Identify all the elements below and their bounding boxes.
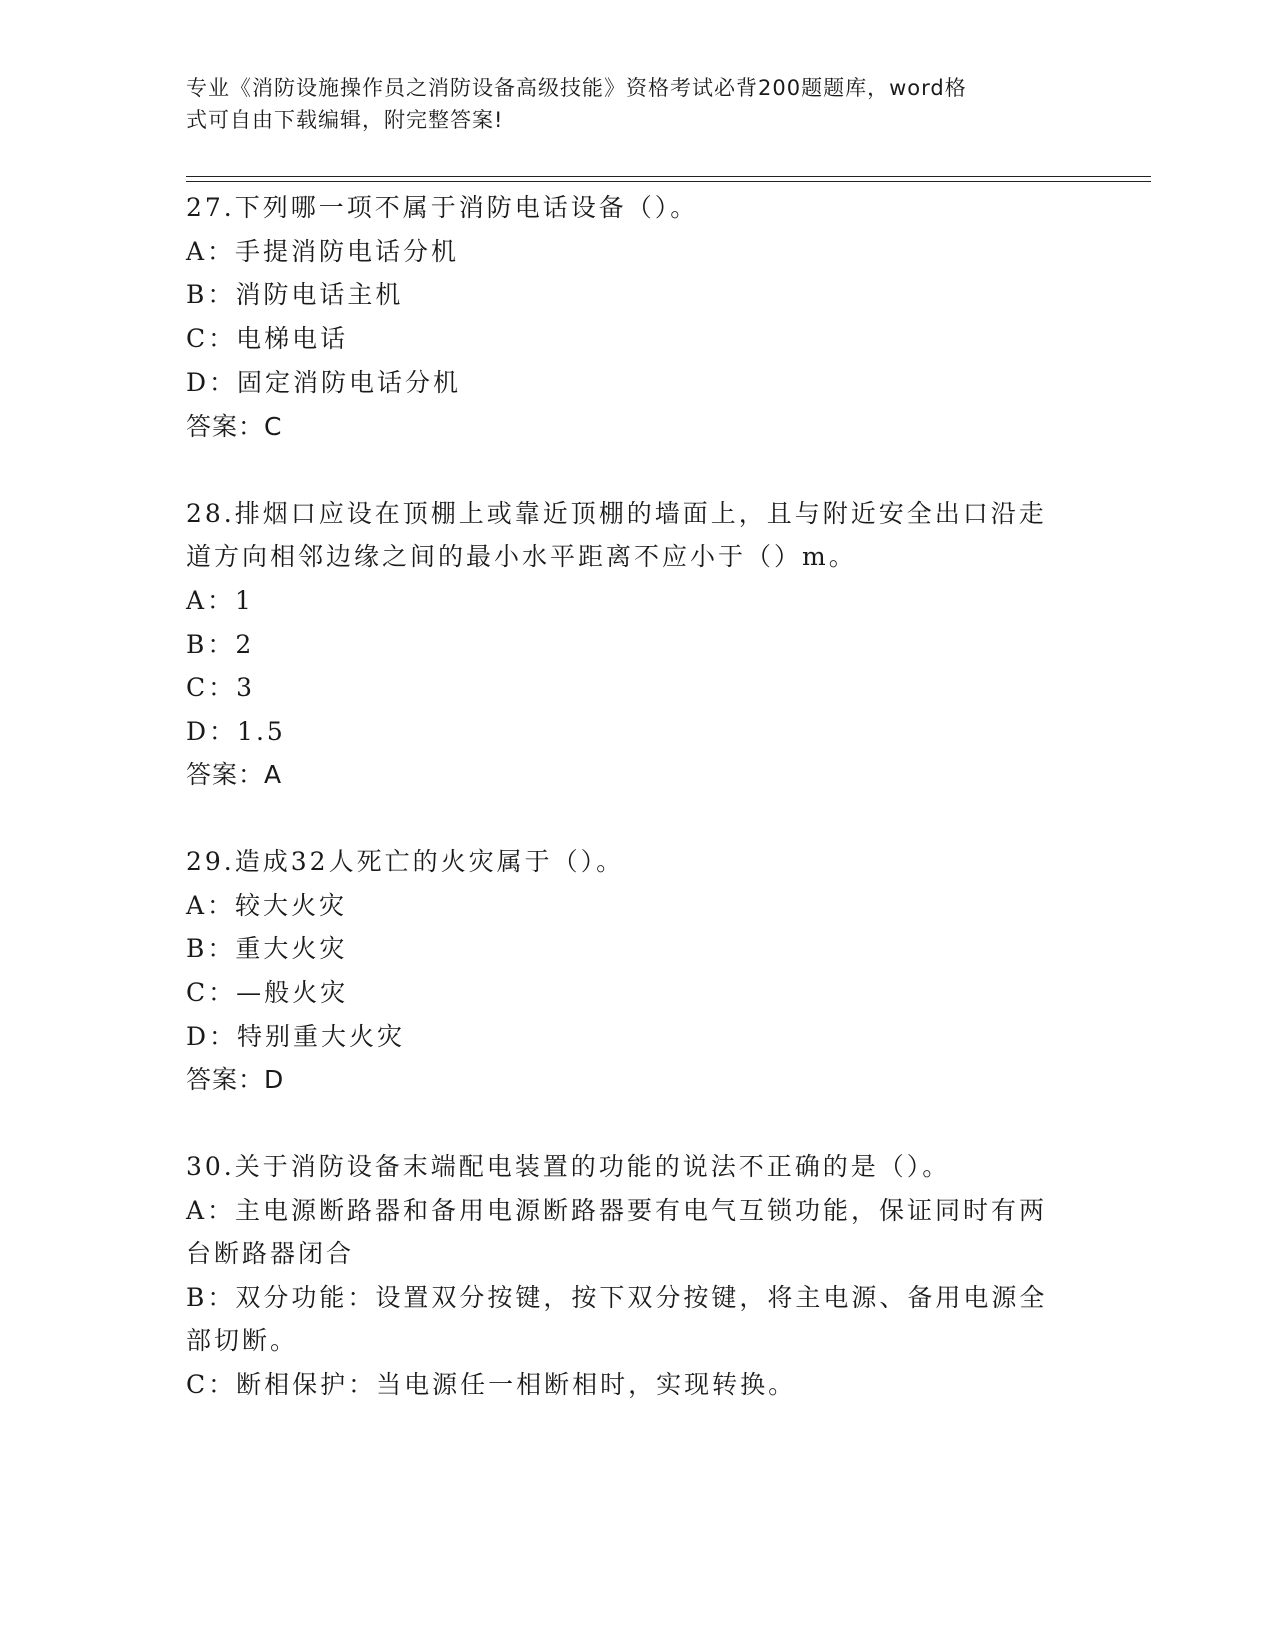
question-30-option-c: C：断相保护：当电源任一相断相时，实现转换。 <box>186 1370 797 1399</box>
question-30-option-a-line-1: A：主电源断路器和备用电源断路器要有电气互锁功能，保证同时有两 <box>186 1196 1048 1225</box>
question-29-option-c: C：—般火灾 <box>186 978 349 1007</box>
question-30-option-b-line-1: B：双分功能：设置双分按键，按下双分按键，将主电源、备用电源全 <box>186 1283 1048 1312</box>
question-27-option-c: C：电梯电话 <box>186 324 349 353</box>
header-divider-top <box>186 176 1151 177</box>
question-29-option-b: B：重大火灾 <box>186 934 348 963</box>
question-27-answer: 答案：C <box>186 412 283 441</box>
header-line-1: 专业《消防设施操作员之消防设备高级技能》资格考试必背200题题库，word格 <box>186 76 967 100</box>
question-30-stem: 30.关于消防设备末端配电装置的功能的说法不正确的是（）。 <box>186 1152 951 1181</box>
question-28-stem-line-1: 28.排烟口应设在顶棚上或靠近顶棚的墙面上，且与附近安全出口沿走 <box>186 499 1047 528</box>
question-28-option-c: C：3 <box>186 673 256 702</box>
header-line-2: 式可自由下载编辑，附完整答案! <box>186 108 504 132</box>
question-27-option-d: D：固定消防电话分机 <box>186 368 462 397</box>
question-28-option-b: B：2 <box>186 630 255 659</box>
question-28-answer: 答案：A <box>186 760 283 789</box>
question-29-option-a: A：较大火灾 <box>186 891 348 920</box>
question-27-stem: 27.下列哪一项不属于消防电话设备（）。 <box>186 193 699 222</box>
question-29-answer: 答案：D <box>186 1065 285 1094</box>
question-29-option-d: D：特别重大火灾 <box>186 1022 406 1051</box>
question-30-option-b-line-2: 部切断。 <box>186 1326 299 1355</box>
question-29-stem: 29.造成32人死亡的火灾属于（）。 <box>186 847 625 876</box>
question-30-option-a-line-2: 台断路器闭合 <box>186 1239 355 1268</box>
question-28-option-a: A：1 <box>186 586 254 615</box>
document-header <box>186 72 1066 136</box>
header-divider-bottom <box>186 181 1151 182</box>
question-28-stem-line-2: 道方向相邻边缘之间的最小水平距离不应小于（）m。 <box>186 542 857 571</box>
question-28-option-d: D：1.5 <box>186 717 286 746</box>
question-27-option-b: B：消防电话主机 <box>186 280 404 309</box>
question-27-option-a: A：手提消防电话分机 <box>186 237 460 266</box>
